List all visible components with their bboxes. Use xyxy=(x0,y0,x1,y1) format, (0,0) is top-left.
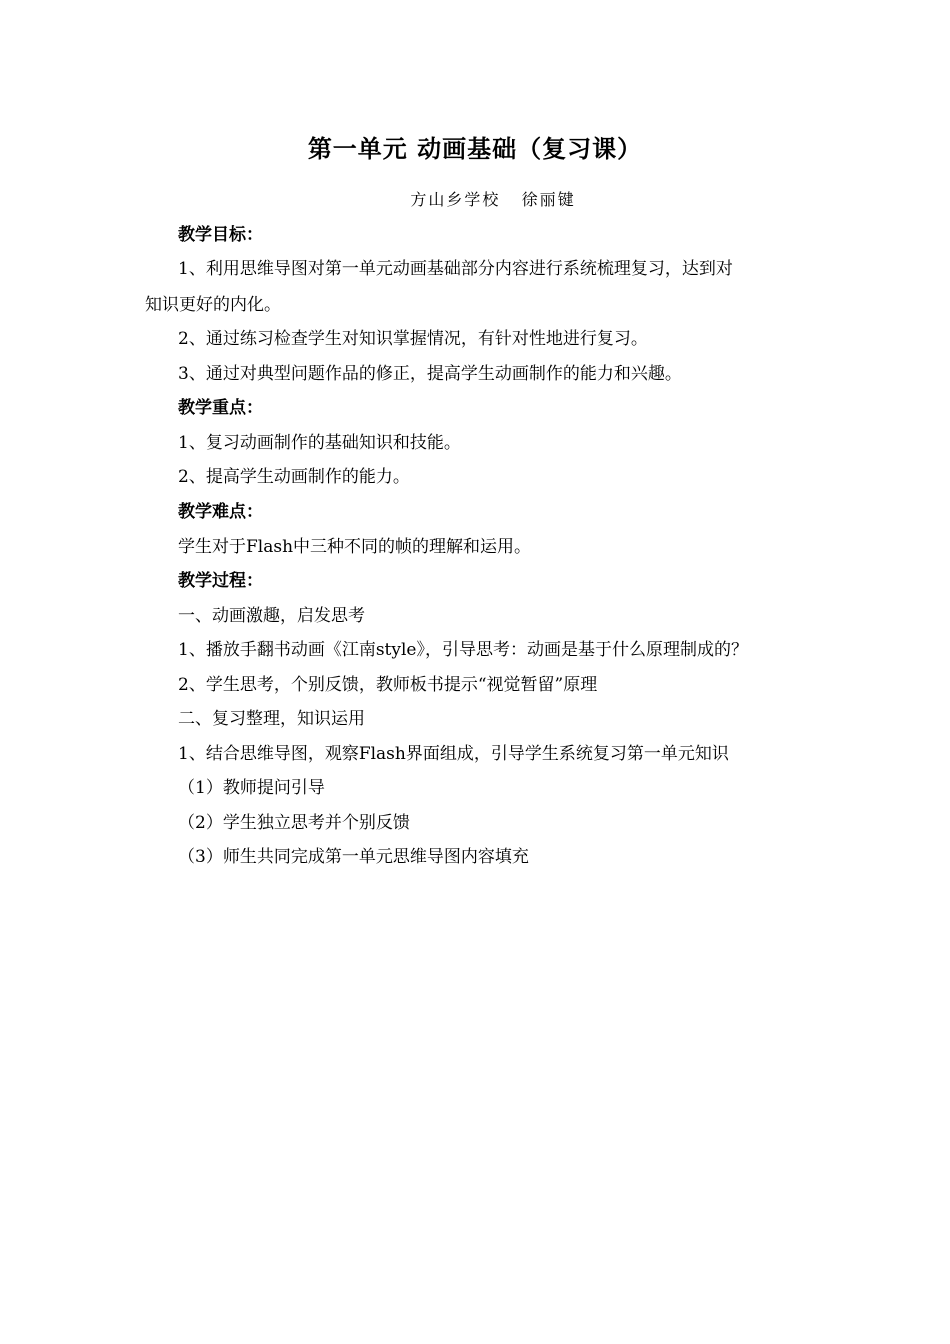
objective-2: 2、通过练习检查学生对知识掌握情况，有针对性地进行复习。 xyxy=(178,329,648,349)
objective-1-line-1: 1、利用思维导图对第一单元动画基础部分内容进行系统梳理复习，达到对 xyxy=(178,259,733,279)
author-line: 方山乡学校 徐丽键 xyxy=(410,190,576,209)
difficulties-heading: 教学难点： xyxy=(178,502,263,522)
process-line: 1、结合思维导图，观察Flash界面组成，引导学生系统复习第一单元知识 xyxy=(178,744,729,764)
difficulty-1: 学生对于Flash中三种不同的帧的理解和运用。 xyxy=(178,537,532,557)
process-line: （1）教师提问引导 xyxy=(178,778,325,798)
process-line: 一、动画激趣，启发思考 xyxy=(178,606,365,626)
key-point-1: 1、复习动画制作的基础知识和技能。 xyxy=(178,433,461,453)
process-line: 1、播放手翻书动画《江南style》，引导思考：动画是基于什么原理制成的？ xyxy=(178,640,748,660)
process-line: （3）师生共同完成第一单元思维导图内容填充 xyxy=(178,847,529,867)
key-point-2: 2、提高学生动画制作的能力。 xyxy=(178,467,410,487)
document-title: 第一单元 动画基础（复习课） xyxy=(307,135,643,163)
key-points-heading: 教学重点： xyxy=(178,398,263,418)
process-heading: 教学过程： xyxy=(178,571,263,591)
process-line: 2、学生思考，个别反馈，教师板书提示“视觉暂留”原理 xyxy=(178,675,598,695)
objective-1-line-2: 知识更好的内化。 xyxy=(145,295,281,315)
objective-3: 3、通过对典型问题作品的修正，提高学生动画制作的能力和兴趣。 xyxy=(178,364,682,384)
process-line: 二、复习整理，知识运用 xyxy=(178,709,365,729)
process-line: （2）学生独立思考并个别反馈 xyxy=(178,813,410,833)
objectives-heading: 教学目标： xyxy=(178,225,263,245)
